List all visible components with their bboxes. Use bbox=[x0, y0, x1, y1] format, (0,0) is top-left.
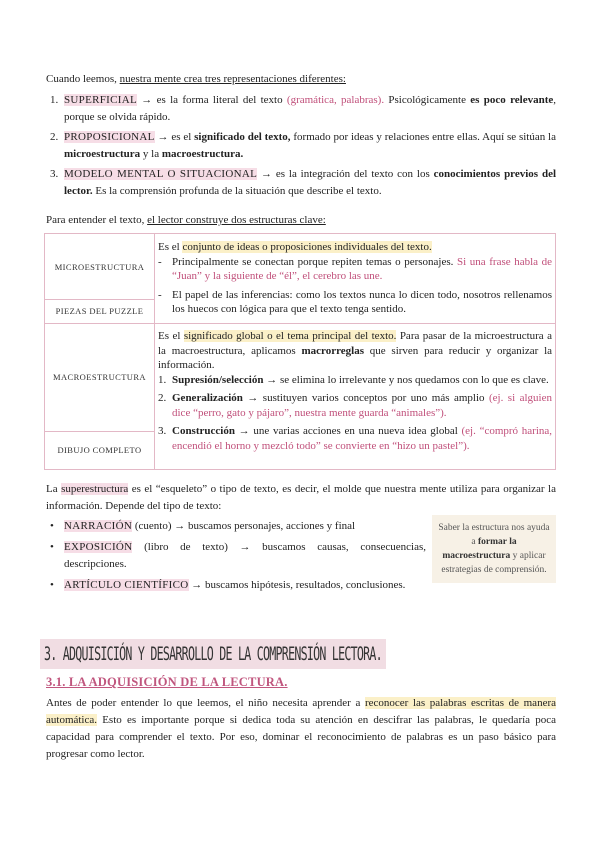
bullet-dot: • bbox=[50, 520, 54, 532]
puzzle-label: PIEZAS DEL PUZZLE bbox=[45, 299, 155, 323]
rule-text: → sustituyen varios conceptos por uno más amplio bbox=[242, 392, 489, 404]
level-bold: conocimientos previos del lector. bbox=[64, 168, 557, 197]
rule-name: Construcción bbox=[172, 425, 235, 437]
rule-example: (ej. si alguien dice “perro, gato y pájaro”, nuestra mente guarda “animales”). bbox=[172, 392, 552, 419]
note-text: y aplicar estrategias de comprensión. bbox=[441, 551, 547, 575]
list-item bbox=[46, 577, 426, 594]
level-item bbox=[50, 129, 556, 163]
level-note: (gramática, palabras). bbox=[286, 94, 385, 106]
intro-line bbox=[46, 73, 556, 85]
table-intro-prefix: Para entender el texto, bbox=[46, 214, 148, 226]
dash: - bbox=[158, 255, 162, 268]
list-term: NARRACIÓN bbox=[64, 520, 133, 532]
list-text: (cuento) → buscamos personajes, acciones y final bbox=[132, 520, 356, 532]
micro-lead: Es el bbox=[158, 241, 183, 253]
level-text: Psicológicamente bbox=[384, 94, 471, 106]
intro-prefix: Cuando leemos, bbox=[46, 73, 120, 85]
list-text: → buscamos hipótesis, resultados, conclusiones. bbox=[188, 579, 406, 591]
macro-content bbox=[158, 329, 552, 453]
macro-highlight: significado global o el tema principal del texto. bbox=[183, 330, 397, 342]
level-text: → es la integración del texto con los bbox=[257, 168, 434, 180]
final-text: Esto es importante porque si dedica toda su atención en descifrar las palabras, le quedaría poca capacidad para comprender el texto. Por eso, dominar el reconocimiento de palabras es un paso básico para progresar como lector. bbox=[46, 714, 556, 760]
super-text: es el “esqueleto” o tipo de texto, es decir, el molde que nuestra mente utiliza para organizar la información. Depende del tipo de texto: bbox=[46, 483, 556, 512]
table-intro bbox=[46, 214, 556, 226]
final-text: Antes de poder entender lo que leemos, el niño necesita aprender a bbox=[46, 697, 365, 709]
level-text: formado por ideas y relaciones entre ellas. Aquí se sitúan la bbox=[290, 131, 556, 143]
side-note bbox=[432, 515, 556, 583]
macro-bold: macrorreglas bbox=[301, 344, 364, 357]
level-number: 3. bbox=[50, 168, 59, 180]
dibujo-label: DIBUJO COMPLETO bbox=[45, 431, 155, 469]
note-bold: formar la macroestructura bbox=[442, 537, 517, 561]
level-bold: microestructura bbox=[64, 148, 141, 160]
level-bold: es poco relevante bbox=[470, 94, 554, 106]
level-term: SUPERFICIAL bbox=[64, 94, 137, 106]
level-term: MODELO MENTAL O SITUACIONAL bbox=[64, 168, 258, 180]
macro-lead: que sirven para reducir y organizar la información. bbox=[158, 344, 553, 371]
level-text: Es la comprensión profunda de la situación que describe el texto. bbox=[92, 185, 382, 197]
rule-number: 3. bbox=[158, 425, 167, 437]
micro-content bbox=[158, 240, 552, 317]
final-highlight: reconocer las palabras escritas de manera automática. bbox=[46, 697, 556, 726]
micro-highlight: conjunto de ideas o proposiciones individuales del texto. bbox=[182, 241, 432, 253]
micro-point: Principalmente se conectan porque repiten temas o personajes. bbox=[172, 255, 457, 268]
section-title: 3. ADQUISICIÓN Y DESARROLLO DE LA COMPRENSIÓN LECTORA. bbox=[40, 639, 386, 669]
text-type-list bbox=[46, 518, 426, 594]
macro-label: MACROESTRUCTURA bbox=[45, 323, 155, 431]
micro-point: El papel de las inferencias: como los textos nunca lo dicen todo, nosotros rellenamos los huecos con lógica para que el texto tenga sentido. bbox=[172, 288, 552, 315]
level-item bbox=[50, 166, 556, 200]
level-number: 2. bbox=[50, 131, 59, 143]
level-text: → es la forma literal del texto bbox=[136, 94, 287, 106]
rule-text: → une varias acciones en una nueva idea global bbox=[234, 425, 462, 437]
list-term: ARTÍCULO CIENTÍFICO bbox=[64, 579, 189, 591]
rule-name: Supresión/selección bbox=[172, 373, 264, 386]
list-item bbox=[46, 539, 426, 573]
structures-table bbox=[44, 233, 556, 470]
super-term: superestructura bbox=[61, 483, 129, 495]
micro-example: Si una frase habla de “Juan” y la siguiente de “él”, el cerebro las une. bbox=[172, 255, 552, 282]
final-paragraph bbox=[46, 695, 556, 763]
level-text: , porque se olvida rápido. bbox=[64, 94, 556, 123]
level-term: PROPOSICIONAL bbox=[64, 131, 155, 143]
subsection-title: 3.1. LA ADQUISICIÓN DE LA LECTURA. bbox=[46, 675, 288, 689]
bullet-dot: • bbox=[50, 541, 54, 553]
rule-example: (ej. “compró harina, encendió el horno y mezcló todo” se convierte en “hizo un pastel”). bbox=[172, 425, 553, 452]
level-text: y la bbox=[140, 148, 162, 160]
bullet-dot: • bbox=[50, 579, 54, 591]
rule-number: 2. bbox=[158, 392, 167, 404]
micro-label: MICROESTRUCTURA bbox=[45, 234, 155, 299]
level-bold: significado del texto, bbox=[194, 131, 291, 143]
note-text: Saber la estructura nos ayuda a bbox=[438, 523, 550, 547]
table-intro-underlined: el lector construye dos estructuras clave: bbox=[147, 214, 326, 226]
level-item bbox=[50, 92, 556, 126]
rule-text: → se elimina lo irrelevante y nos quedamos con lo que es clave. bbox=[263, 373, 549, 386]
macro-lead: Es el bbox=[158, 330, 184, 342]
level-bold: macroestructura. bbox=[161, 148, 244, 160]
list-item bbox=[46, 518, 426, 535]
rule-number: 1. bbox=[158, 373, 167, 386]
intro-underlined: nuestra mente crea tres representaciones diferentes: bbox=[119, 73, 346, 85]
super-text: La bbox=[46, 483, 62, 495]
superstructure-paragraph bbox=[46, 481, 556, 515]
list-term: EXPOSICIÓN bbox=[64, 541, 133, 553]
level-number: 1. bbox=[50, 94, 59, 106]
rule-name: Generalización bbox=[172, 392, 243, 404]
dash: - bbox=[158, 288, 162, 301]
macro-lead: Para pasar de la microestructura a la macroestructura, aplicamos bbox=[158, 330, 552, 357]
list-text: (libro de texto) → buscamos causas, consecuencias, descripciones. bbox=[64, 541, 426, 570]
level-text: → es el bbox=[154, 131, 195, 143]
